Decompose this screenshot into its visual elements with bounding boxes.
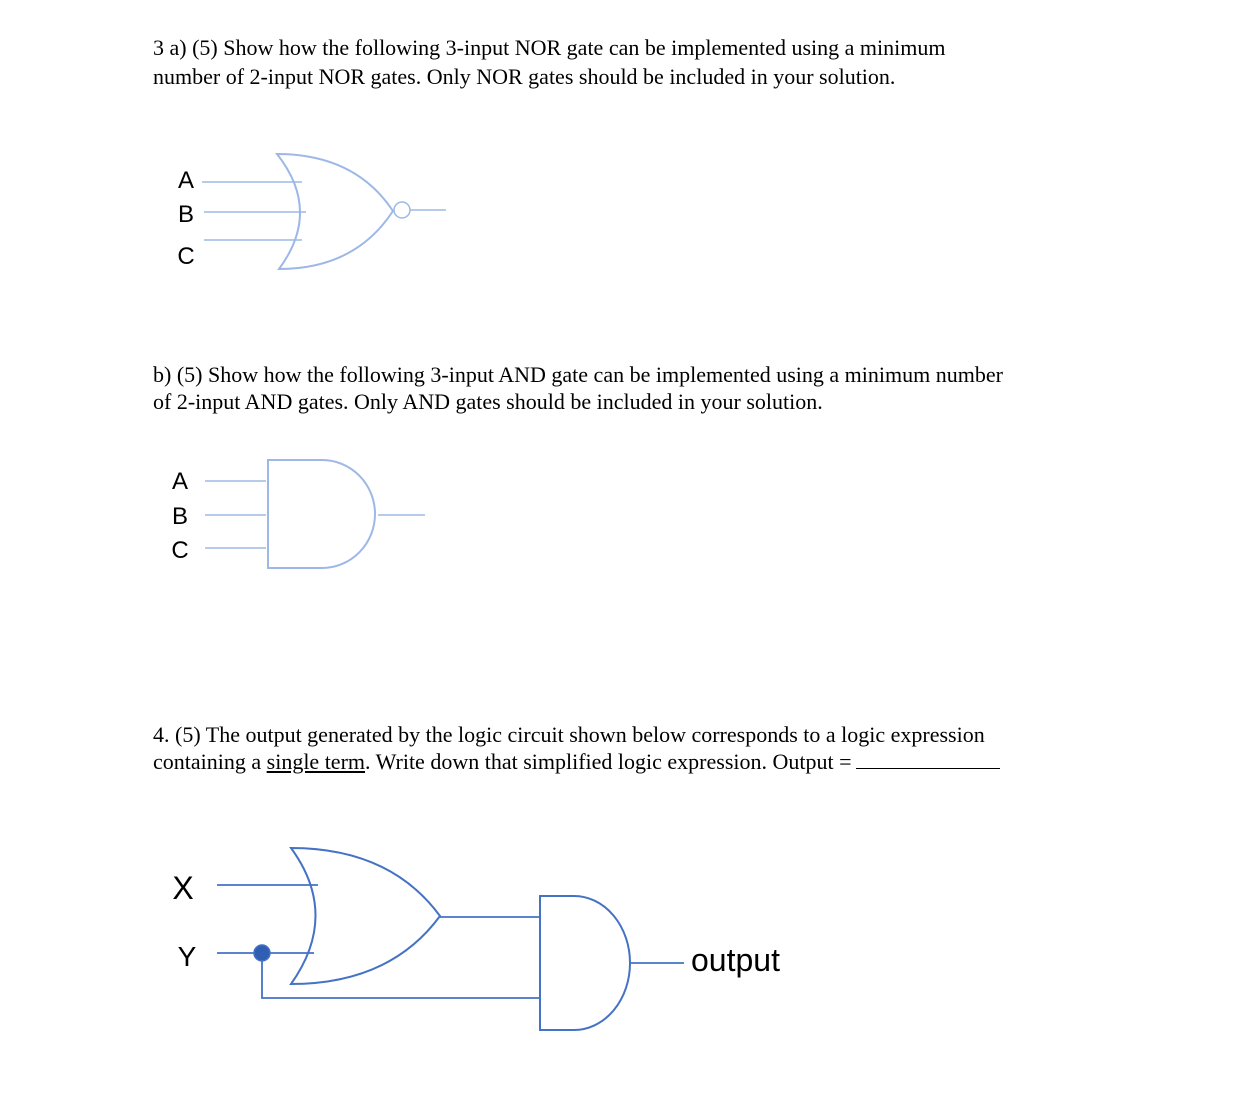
q4-line-1: 4. (5) The output generated by the logic circuit shown below corresponds to a logic expression (153, 722, 985, 747)
and-input-label-c: C (171, 537, 189, 564)
nor-inversion-bubble (394, 202, 410, 218)
q3b-line-2: of 2-input AND gates. Only AND gates should be included in your solution. (153, 389, 823, 414)
q4-circuit-diagram (172, 848, 780, 1030)
circuit-input-label-x: X (172, 870, 194, 906)
q3b-line-1: b) (5) Show how the following 3-input AND gate can be implemented using a minimum number (153, 362, 1003, 387)
and-input-label-a: A (171, 468, 189, 495)
single-term-underlined: single term (266, 749, 366, 774)
circuit-input-label-y: Y (177, 941, 197, 972)
junction-dot (254, 945, 270, 961)
and-gate-body (268, 460, 375, 568)
and-gate-diagram (171, 460, 425, 568)
q4-line-2-after: . Write down that simplified logic expression. Output = (365, 749, 852, 774)
nor-input-label-c: C (177, 243, 195, 270)
q3a-line-2: number of 2-input NOR gates. Only NOR gates should be included in your solution. (153, 64, 896, 89)
y-branch-wire (262, 953, 540, 998)
circuit-output-label: output (691, 942, 780, 978)
q4-line-2-before: containing a (153, 749, 267, 774)
q3a-line-1: 3 a) (5) Show how the following 3-input NOR gate can be implemented using a minimum (153, 35, 946, 60)
or-gate-body (291, 848, 440, 984)
nor-input-label-a: A (177, 167, 195, 194)
and-input-label-b: B (171, 503, 189, 530)
nor-input-label-b: B (177, 201, 195, 228)
nor-gate-diagram (177, 154, 446, 270)
circuit-and-gate-body (540, 896, 630, 1030)
